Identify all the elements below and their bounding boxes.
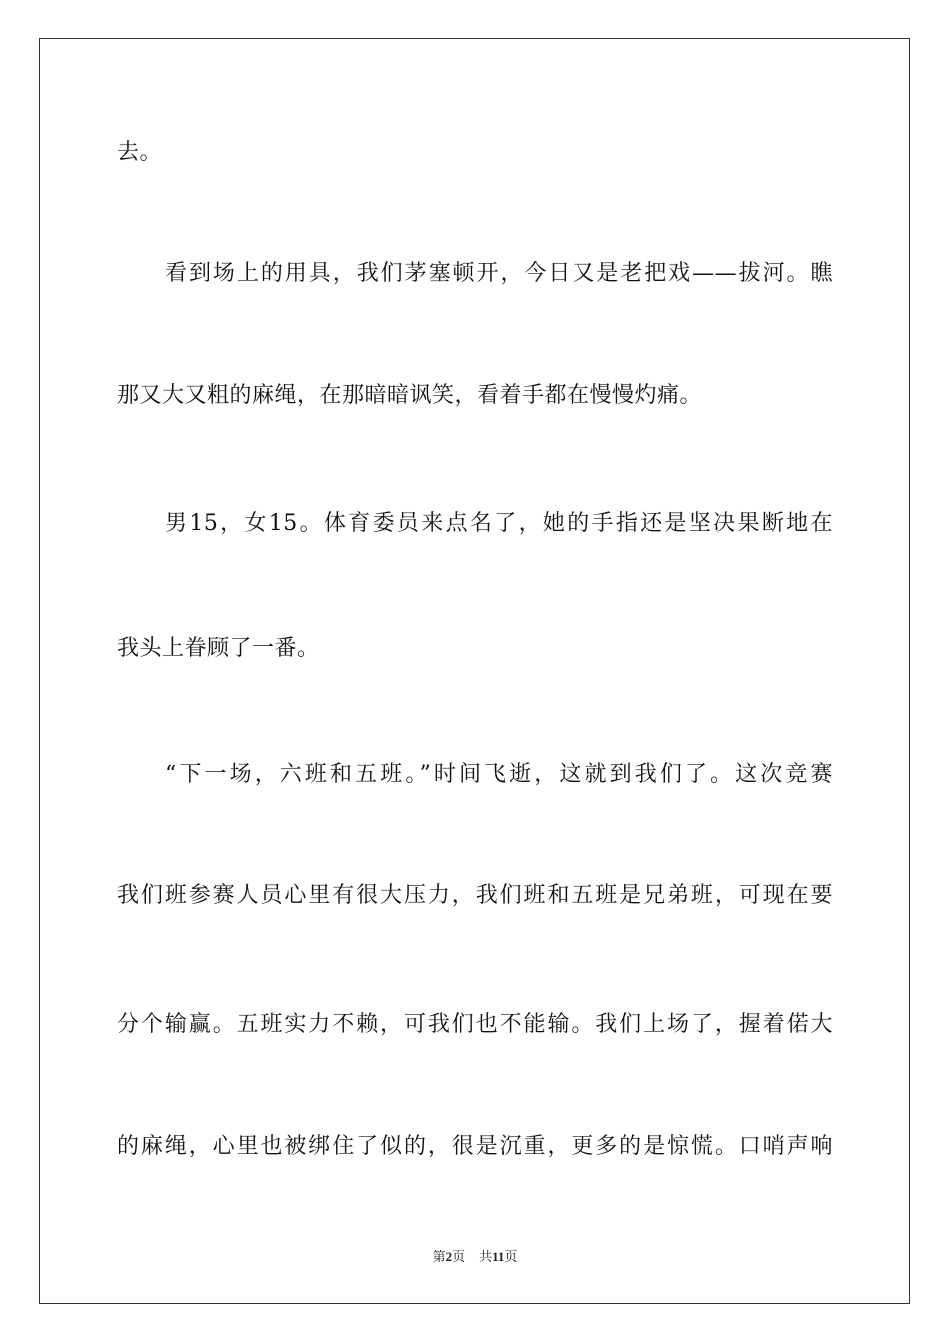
footer-page-prefix: 第 bbox=[432, 1249, 446, 1264]
footer-total-pages: 11 bbox=[492, 1249, 505, 1264]
text-line-7: 我们班参赛人员心里有很大压力，我们班和五班是兄弟班，可现在要 bbox=[117, 883, 833, 908]
page-border bbox=[39, 38, 910, 1304]
text-line-1: 去。 bbox=[117, 140, 163, 165]
text-line-9: 的麻绳，心里也被绑住了似的，很是沉重，更多的是惊慌。口哨声响 bbox=[117, 1134, 833, 1159]
text-line-3: 那又大又粗的麻绳，在那暗暗讽笑，看着手都在慢慢灼痛。 bbox=[117, 383, 703, 408]
page-footer bbox=[0, 1248, 950, 1266]
text-line-8: 分个输赢。五班实力不赖，可我们也不能输。我们上场了，握着偌大 bbox=[117, 1012, 833, 1037]
text-line-4: 男15，女15。体育委员来点名了，她的手指还是坚决果断地在 bbox=[165, 511, 833, 536]
footer-page-suffix: 页 bbox=[452, 1249, 466, 1264]
text-line-6: “下一场，六班和五班。”时间飞逝，这就到我们了。这次竞赛 bbox=[165, 762, 833, 787]
text-line-2: 看到场上的用具，我们茅塞顿开，今日又是老把戏——拔河。瞧 bbox=[165, 261, 833, 286]
text-line-5: 我头上眷顾了一番。 bbox=[117, 636, 320, 661]
footer-total-prefix: 共 bbox=[479, 1249, 493, 1264]
footer-page-number: 2 bbox=[445, 1249, 453, 1264]
footer-total-suffix: 页 bbox=[504, 1249, 518, 1264]
